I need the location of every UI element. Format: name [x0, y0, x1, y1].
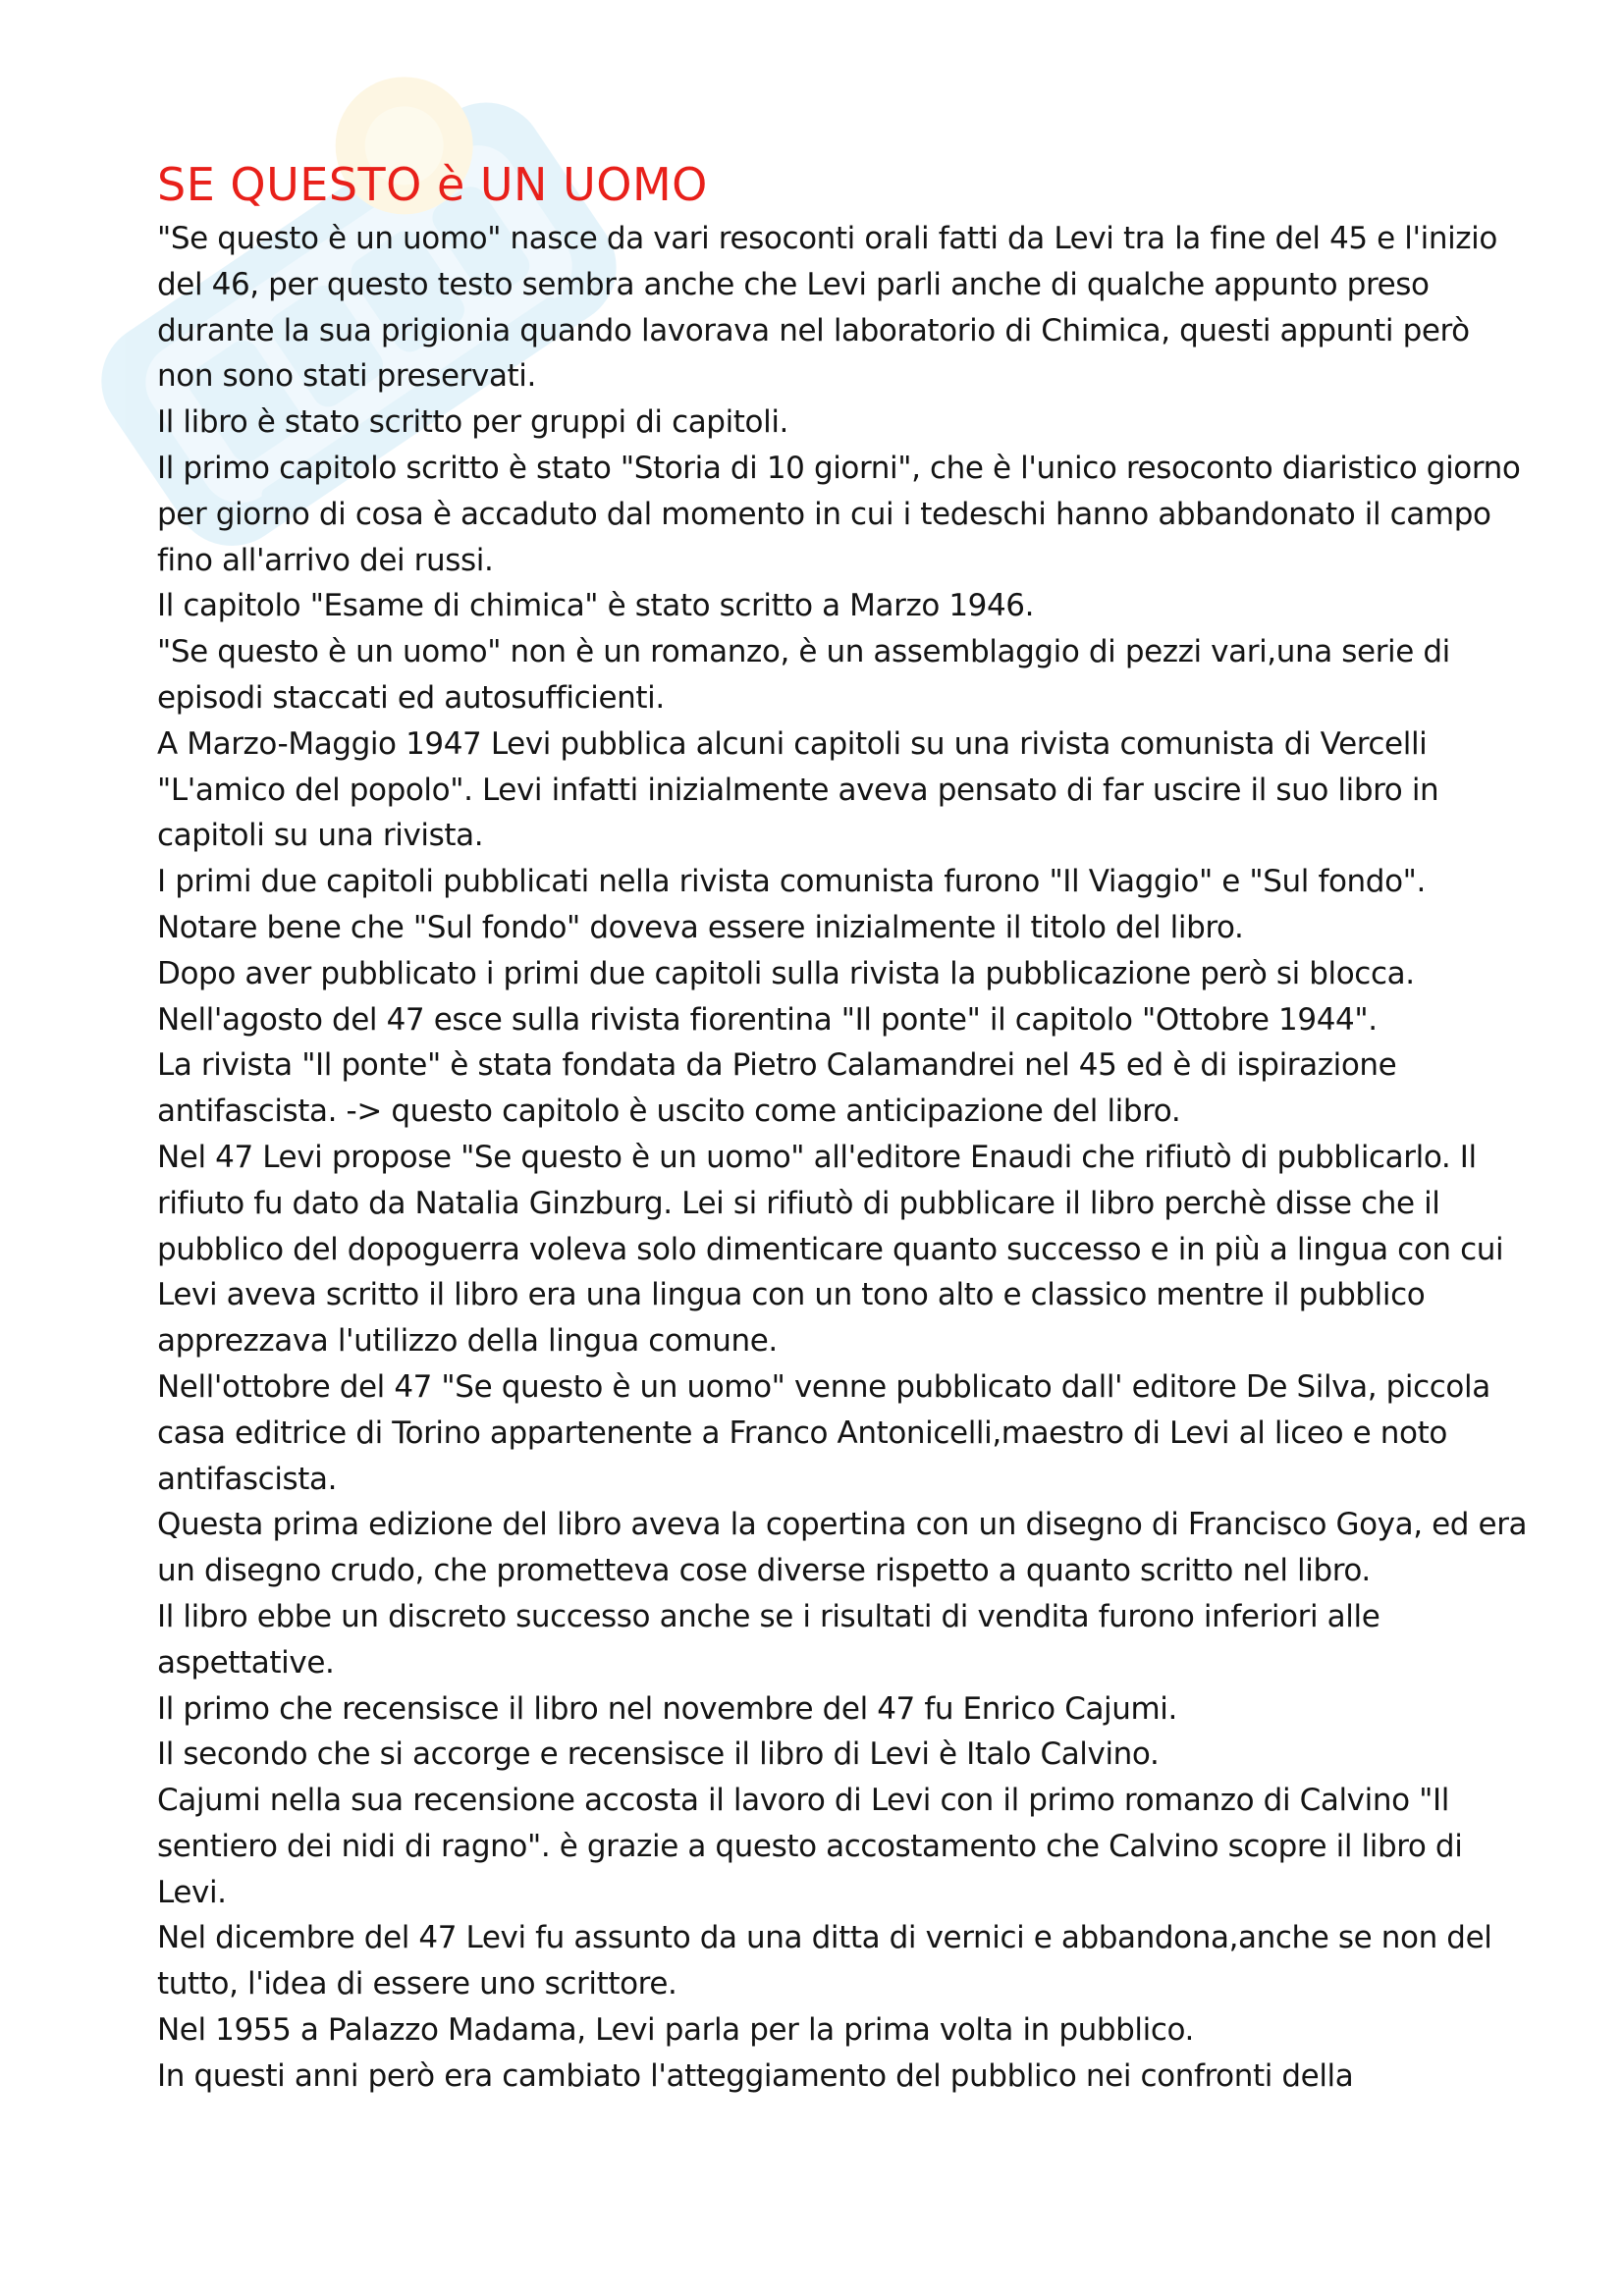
document-title: SE QUESTO è UN UOMO [157, 158, 708, 211]
paragraph: Il libro è stato scritto per gruppi di capitoli. [157, 404, 789, 441]
document-body [157, 216, 1532, 2100]
paragraph: "Se questo è un uomo" nasce da vari resoconti orali fatti da Levi tra la fine del 45 e l'inizio del 46, per questo testo sembra anche che Levi parli anche di qualche appunto preso durante la sua prigionia quando lavorava nel laboratorio di Chimica, questi appunti però non sono stati preservati. [157, 221, 1497, 395]
paragraph: Il secondo che si accorge e recensisce il libro di Levi è Italo Calvino. [157, 1736, 1160, 1773]
document-content [157, 157, 1532, 2100]
paragraph: Dopo aver pubblicato i primi due capitoli sulla rivista la pubblicazione però si blocca. [157, 955, 1415, 991]
paragraph: Nel 47 Levi propose "Se questo è un uomo" all'editore Enaudi che rifiutò di pubblicarlo. Il rifiuto fu dato da Natalia Ginzburg. Lei si rifiutò di pubblicare il libro perchè disse che il pubblico del dopoguerra voleva solo dimenticare quanto successo e in più a lingua con cui Levi aveva scritto il libro era una lingua con un tono alto e classico mentre il pubblico apprezzava l'utilizzo della lingua comune. [157, 1139, 1504, 1360]
paragraph: Il primo capitolo scritto è stato "Storia di 10 giorni", che è l'unico resoconto diaristico giorno per giorno di cosa è accaduto dal momento in cui i tedeschi hanno abbandonato il campo fino all'arrivo dei russi. [157, 450, 1521, 578]
paragraph: Nel 1955 a Palazzo Madama, Levi parla per la prima volta in pubblico. [157, 2012, 1194, 2049]
paragraph: Cajumi nella sua recensione accosta il lavoro di Levi con il primo romanzo di Calvino "Il sentiero dei nidi di ragno". è grazie a questo accostamento che Calvino scopre il libro di Levi. [157, 1783, 1463, 1910]
paragraph: Il capitolo "Esame di chimica" è stato scritto a Marzo 1946. [157, 588, 1035, 624]
paragraph: A Marzo-Maggio 1947 Levi pubblica alcuni capitoli su una rivista comunista di Vercelli "L'amico del popolo". Levi infatti inizialmente aveva pensato di far uscire il suo libro in capitoli su una rivista. [157, 725, 1439, 854]
paragraph: I primi due capitoli pubblicati nella rivista comunista furono "Il Viaggio" e "Sul fondo". [157, 864, 1426, 900]
paragraph: Questa prima edizione del libro aveva la copertina con un disegno di Francisco Goya, ed era un disegno crudo, che prometteva cose diverse rispetto a quanto scritto nel libro. [157, 1507, 1528, 1589]
paragraph: Il libro ebbe un discreto successo anche se i risultati di vendita furono inferiori alle aspettative. [157, 1598, 1380, 1681]
paragraph: Nell'ottobre del 47 "Se questo è un uomo" venne pubblicato dall' editore De Silva, piccola casa editrice di Torino appartenente a Franco Antonicelli,maestro di Levi al liceo e noto antifascista. [157, 1368, 1490, 1497]
paragraph: Notare bene che "Sul fondo" doveva essere inizialmente il titolo del libro. [157, 909, 1244, 945]
paragraph: La rivista "Il ponte" è stata fondata da Pietro Calamandrei nel 45 ed è di ispirazione antifascista. -> questo capitolo è uscito come anticipazione del libro. [157, 1047, 1397, 1130]
paragraph: Il primo che recensisce il libro nel novembre del 47 fu Enrico Cajumi. [157, 1690, 1177, 1727]
paragraph: Nel dicembre del 47 Levi fu assunto da una ditta di vernici e abbandona,anche se non del tutto, l'idea di essere uno scrittore. [157, 1920, 1492, 2002]
paragraph: "Se questo è un uomo" non è un romanzo, è un assemblaggio di pezzi vari,una serie di episodi staccati ed autosufficienti. [157, 634, 1450, 716]
paragraph: Nell'agosto del 47 esce sulla rivista fiorentina "Il ponte" il capitolo "Ottobre 1944". [157, 1001, 1378, 1038]
paragraph: In questi anni però era cambiato l'atteggiamento del pubblico nei confronti della [157, 2057, 1354, 2094]
